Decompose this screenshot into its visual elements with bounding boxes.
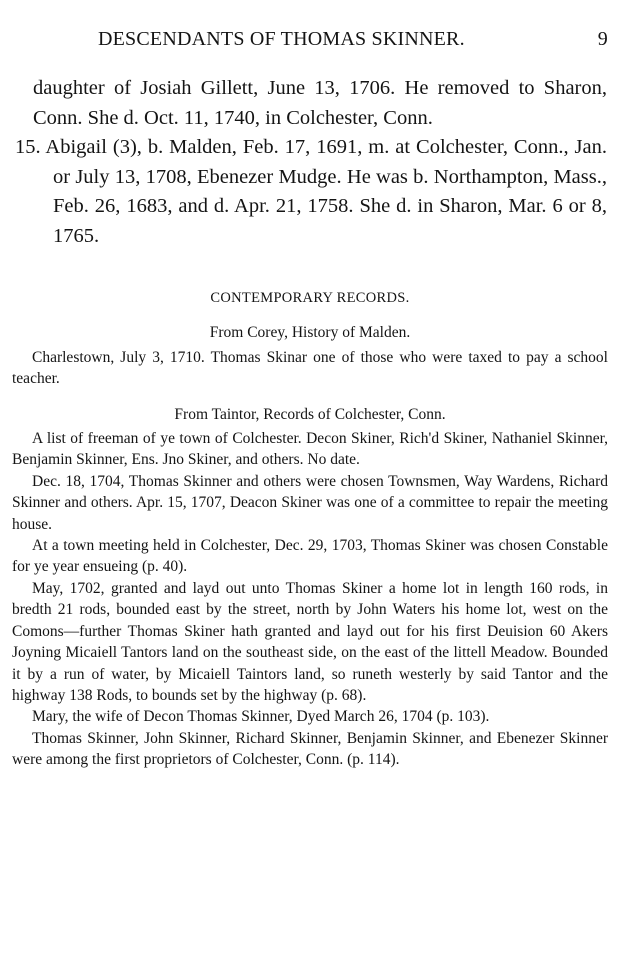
running-header <box>98 28 608 58</box>
record-paragraph: May, 1702, granted and layd out unto Thomas Skiner a home lot in length 160 rods, in bredth 21 rods, bounded east by the street, north by John Waters his home lot, west on the Comons—further Thomas Skiner hath granted and layd out for his first Deuision 60 Akers Joyning Micaiell Tantors land on the southeast side, on the east of the littell Meadow. Bounded it by a run of water, by Micaiell Taintors land, so runeth westerly by said Tantor and the highway 138 Rods, to bounds set by the highway (p. 68). <box>12 579 608 704</box>
page-number: 9 <box>597 28 608 50</box>
record-paragraph: At a town meeting held in Colchester, Dec. 29, 1703, Thomas Skiner was chosen Constable for ye year ensueing (p. 40). <box>12 537 608 576</box>
section-heading: CONTEMPORARY RECORDS. <box>210 290 410 306</box>
source-heading-malden: From Corey, History of Malden. <box>209 324 411 342</box>
record-paragraph: Dec. 18, 1704, Thomas Skinner and others were chosen Townsmen, Way Wardens, Richard Skinner and others. Apr. 15, 1707, Deacon Skiner was one of a committee to repair the meeting house. <box>12 472 608 533</box>
record-paragraph: A list of freeman of ye town of Colchester. Decon Skiner, Rich'd Skiner, Nathaniel Skinner, Benjamin Skinner, Ens. Jno Skiner, and others. No date. <box>12 430 608 469</box>
running-title: DESCENDANTS OF THOMAS SKINNER. <box>98 28 465 50</box>
record-paragraph: Charlestown, July 3, 1710. Thomas Skinar one of those who were taxed to pay a school teacher. <box>12 348 608 388</box>
source-heading-colchester: From Taintor, Records of Colchester, Conn. <box>174 405 446 423</box>
entry-continuation: daughter of Josiah Gillett, June 13, 1706. He removed to Sharon, Conn. She d. Oct. 11, 1740, in Colchester, Conn. <box>33 77 607 129</box>
record-paragraph: Mary, the wife of Decon Thomas Skinner, Dyed March 26, 1704 (p. 103). <box>32 708 490 726</box>
contemporary-records <box>12 288 608 771</box>
entry-15-abigail: 15. Abigail (3), b. Malden, Feb. 17, 1691, m. at Colchester, Conn., Jan. or July 13, 1708, Ebenezer Mudge. He was b. Northampton, Mass., Feb. 26, 1683, and d. Apr. 21, 1758. She d. in Sharon, Mar. 6 or 8, 1765. <box>15 136 607 247</box>
record-paragraph: Thomas Skinner, John Skinner, Richard Skinner, Benjamin Skinner, and Ebenezer Skinner were among the first proprietors of Colchester, Conn. (p. 114). <box>12 729 608 769</box>
genealogy-entries <box>15 74 607 251</box>
